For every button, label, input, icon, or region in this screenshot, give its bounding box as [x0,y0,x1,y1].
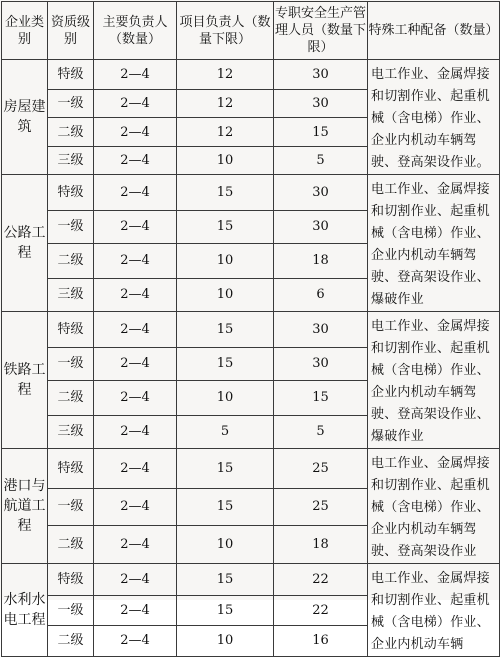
safety-staff-cell: 30 [274,90,368,118]
special-workers-cell: 电工作业、金属焊接和切割作业、起重机械（含电梯）作业、企业内机动车辆驾驶、登高架设作业、爆破作业 [368,175,500,312]
grade-cell: 二级 [48,525,94,563]
safety-staff-cell: 22 [274,564,368,596]
safety-staff-cell: 18 [274,525,368,563]
safety-staff-cell: 5 [274,415,368,448]
project-head-cell: 10 [177,147,274,175]
project-head-cell: 10 [177,278,274,311]
category-cell: 铁路工程 [2,312,48,449]
grade-cell: 三级 [48,147,94,175]
safety-staff-cell: 6 [274,278,368,311]
principal-cell: 2—4 [94,525,177,563]
category-cell: 公路工程 [2,175,48,312]
principal-cell: 2—4 [94,175,177,211]
principal-cell: 2—4 [94,415,177,448]
project-head-cell: 15 [177,312,274,348]
category-cell: 港口与航道工程 [2,449,48,564]
principal-cell: 2—4 [94,210,177,243]
header-grade: 资质级别 [48,2,94,60]
grade-cell: 一级 [48,90,94,118]
project-head-cell: 15 [177,488,274,525]
header-principal: 主要负责人（数量） [94,2,177,60]
grade-cell: 三级 [48,415,94,448]
grade-cell: 二级 [48,381,94,416]
project-head-cell: 10 [177,525,274,563]
project-head-cell: 15 [177,564,274,596]
project-head-cell: 15 [177,210,274,243]
grade-cell: 特级 [48,564,94,596]
grade-cell: 一级 [48,210,94,243]
safety-staff-cell: 18 [274,244,368,279]
grade-cell: 特级 [48,449,94,489]
principal-cell: 2—4 [94,381,177,416]
staffing-table [1,1,500,657]
table-row [2,60,500,90]
safety-staff-cell: 25 [274,449,368,489]
project-head-cell: 12 [177,118,274,147]
grade-cell: 一级 [48,347,94,380]
table-row [2,175,500,211]
header-safety-staff: 专职安全生产管理人员（数量下限） [274,2,368,60]
principal-cell: 2—4 [94,347,177,380]
principal-cell: 2—4 [94,488,177,525]
project-head-cell: 5 [177,415,274,448]
principal-cell: 2—4 [94,147,177,175]
principal-cell: 2—4 [94,312,177,348]
project-head-cell: 15 [177,175,274,211]
project-head-cell: 10 [177,625,274,656]
header-special-workers: 特殊工种配备（数量） [368,2,500,60]
safety-staff-cell: 22 [274,596,368,626]
table-header-row [2,2,500,60]
special-workers-cell: 电工作业、金属焊接和切割作业、起重机械（含电梯）作业、企业内机动车辆驾驶、登高架设作业。 [368,60,500,175]
principal-cell: 2—4 [94,625,177,656]
header-project-head: 项目负责人（数量下限） [177,2,274,60]
project-head-cell: 10 [177,244,274,279]
grade-cell: 特级 [48,175,94,211]
safety-staff-cell: 30 [274,347,368,380]
project-head-cell: 12 [177,90,274,118]
principal-cell: 2—4 [94,90,177,118]
principal-cell: 2—4 [94,278,177,311]
principal-cell: 2—4 [94,449,177,489]
special-workers-cell: 电工作业、金属焊接和切割作业、起重机械（含电梯）作业、企业内机动车辆驾驶、登高架设作业、爆破作业 [368,312,500,449]
grade-cell: 特级 [48,312,94,348]
safety-staff-cell: 16 [274,625,368,656]
table-row [2,449,500,489]
category-cell: 房屋建筑 [2,60,48,175]
project-head-cell: 15 [177,596,274,626]
grade-cell: 一级 [48,596,94,626]
safety-staff-cell: 30 [274,60,368,90]
project-head-cell: 15 [177,347,274,380]
safety-staff-cell: 5 [274,147,368,175]
project-head-cell: 10 [177,381,274,416]
grade-cell: 二级 [48,244,94,279]
principal-cell: 2—4 [94,596,177,626]
special-workers-cell: 电工作业、金属焊接和切割作业、起重机械（含电梯）作业、企业内机动车辆驾驶、登高架设作业 [368,449,500,564]
special-workers-cell: 电工作业、金属焊接和切割作业、起重机械（含电梯）作业、企业内机动车辆 [368,564,500,657]
table-body [2,60,500,657]
project-head-cell: 12 [177,60,274,90]
safety-staff-cell: 30 [274,175,368,211]
safety-staff-cell: 15 [274,118,368,147]
principal-cell: 2—4 [94,564,177,596]
grade-cell: 特级 [48,60,94,90]
principal-cell: 2—4 [94,244,177,279]
header-category: 企业类别 [2,2,48,60]
table-row [2,312,500,348]
table-row [2,564,500,596]
principal-cell: 2—4 [94,118,177,147]
safety-staff-cell: 15 [274,381,368,416]
grade-cell: 一级 [48,488,94,525]
category-cell: 水利水电工程 [2,564,48,657]
safety-staff-cell: 30 [274,210,368,243]
project-head-cell: 15 [177,449,274,489]
safety-staff-cell: 30 [274,312,368,348]
grade-cell: 二级 [48,118,94,147]
grade-cell: 二级 [48,625,94,656]
grade-cell: 三级 [48,278,94,311]
safety-staff-cell: 25 [274,488,368,525]
principal-cell: 2—4 [94,60,177,90]
